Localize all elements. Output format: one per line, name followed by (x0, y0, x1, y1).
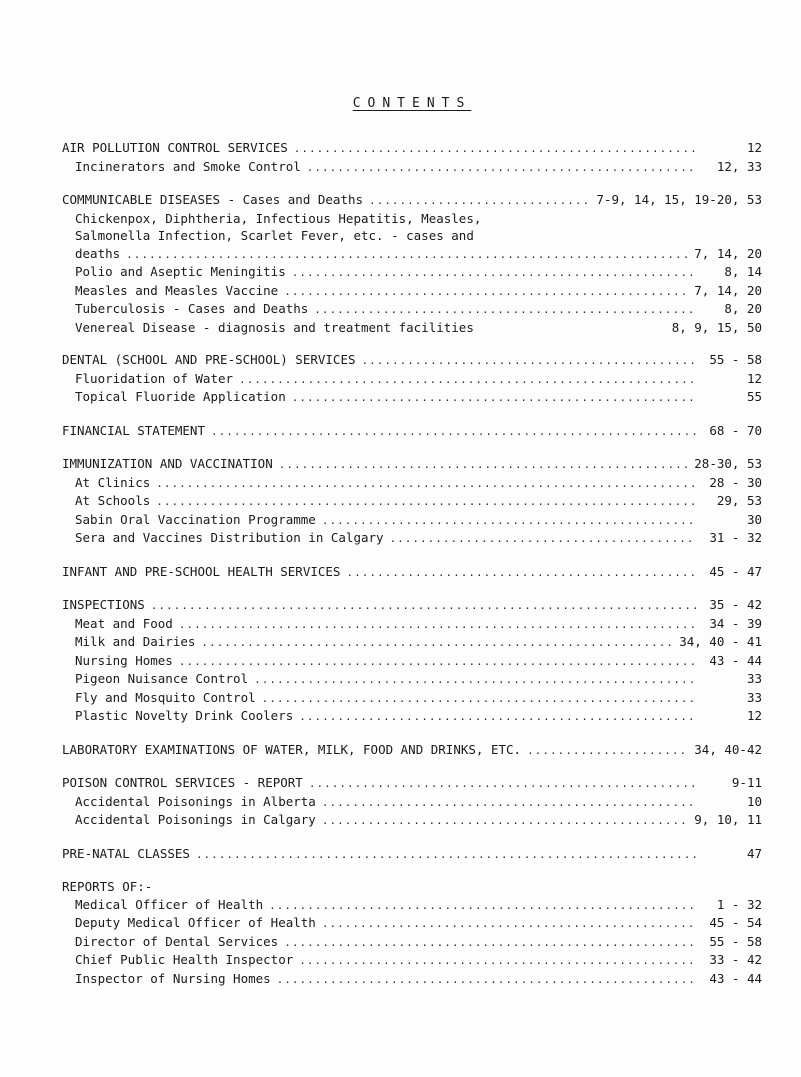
dot-leader (269, 897, 696, 915)
contents-entry-text: Measles and Measles Vaccine (75, 282, 279, 298)
section-heading (62, 878, 762, 896)
section-heading-text: AIR POLLUTION CONTROL SERVICES (62, 140, 288, 155)
contents-entry-text: Incinerators and Smoke Control (75, 158, 301, 174)
contents-entry-text: Sera and Vaccines Distribution in Calgary (75, 530, 384, 545)
contents-entry-pages: 12, 33 (716, 158, 762, 174)
section-heading-text: INSPECTIONS (62, 597, 145, 612)
dot-leader (277, 971, 696, 989)
contents-entry-pages: 55 - 58 (709, 933, 762, 949)
contents-entry-text: Salmonella Infection, Scarlet Fever, etc. - cases and (75, 228, 474, 243)
dot-leader (126, 246, 688, 264)
section-heading-text: PRE-NATAL CLASSES (62, 845, 190, 861)
contents-entry-pages: 8, 9, 15, 50 (671, 319, 762, 335)
section-heading-pages: 55 - 58 (709, 352, 762, 367)
dot-leader (179, 616, 696, 634)
contents-entry-text: Nursing Homes (75, 652, 173, 668)
contents-entry-text: Tuberculosis - Cases and Deaths (75, 301, 309, 316)
section-heading-text: POISON CONTROL SERVICES - REPORT (62, 775, 303, 790)
contents-entry (62, 370, 762, 389)
dot-leader (284, 283, 688, 301)
contents-entry (62, 263, 762, 282)
section-heading-pages: 9-11 (731, 775, 762, 790)
section-heading-pages: 47 (746, 845, 762, 861)
contents-entry-text: Milk and Dairies (75, 634, 196, 649)
dot-leader (179, 653, 696, 671)
contents-entry (62, 670, 762, 689)
dot-leader (262, 690, 696, 708)
contents-entry (62, 707, 762, 726)
dot-leader (527, 742, 688, 760)
dot-leader (390, 530, 696, 548)
dot-leader (292, 389, 696, 407)
contents-entry (62, 933, 762, 952)
contents-entry-pages: 33 (746, 689, 762, 705)
contents-entry-pages: 10 (746, 793, 762, 809)
section-heading-text: INFANT AND PRE-SCHOOL HEALTH SERVICES (62, 563, 341, 579)
contents-entry-pages: 43 - 44 (709, 970, 762, 986)
contents-entry (62, 793, 762, 812)
contents-entry-text: Medical Officer of Health (75, 896, 264, 912)
section-heading (62, 563, 762, 582)
contents-section (62, 455, 762, 548)
section-heading (62, 139, 762, 158)
page-title: CONTENTS (352, 96, 472, 111)
contents-entry-pages: 28 - 30 (709, 474, 762, 490)
contents-entry (62, 652, 762, 671)
section-heading-text: LABORATORY EXAMINATIONS OF WATER, MILK, FOOD AND DRINKS, ETC. (62, 741, 522, 757)
contents-entry-pages: 7, 14, 20 (694, 282, 762, 298)
section-heading (62, 191, 762, 210)
contents-entry-text: Deputy Medical Officer of Health (75, 915, 316, 930)
contents-entry (62, 300, 762, 319)
contents-entry-text: Fluoridation of Water (75, 370, 234, 386)
section-heading-text: FINANCIAL STATEMENT (62, 422, 205, 438)
contents-section (62, 139, 762, 176)
contents-entry-pages: 34, 40 - 41 (679, 634, 762, 649)
contents-entry-pages: 7, 14, 20 (694, 245, 762, 261)
section-heading-text: IMMUNIZATION AND VACCINATION (62, 456, 273, 471)
dot-leader (156, 475, 696, 493)
dot-leader (292, 264, 696, 282)
contents-entry (62, 689, 762, 708)
contents-entry (62, 319, 762, 337)
contents-section (62, 596, 762, 726)
contents-entry-pages: 31 - 32 (709, 530, 762, 545)
section-heading (62, 774, 762, 793)
dot-leader (346, 564, 696, 582)
contents-entry (62, 511, 762, 530)
section-heading-pages: 68 - 70 (709, 422, 762, 438)
contents-section (62, 741, 762, 760)
contents-entry-pages: 34 - 39 (709, 615, 762, 631)
contents-entry-text: Sabin Oral Vaccination Programme (75, 511, 316, 527)
section-heading-text: COMMUNICABLE DISEASES - Cases and Deaths (62, 192, 364, 207)
contents-entry-pages: 8, 20 (724, 301, 762, 316)
contents-entry (62, 282, 762, 301)
section-heading (62, 351, 762, 370)
dot-leader (196, 846, 696, 864)
contents-entry-pages: 8, 14 (724, 264, 762, 279)
contents-section (62, 422, 762, 441)
contents-entry-pages: 33 - 42 (709, 952, 762, 967)
section-heading (62, 845, 762, 864)
contents-entry-pages: 55 (746, 389, 762, 404)
contents-entry-text: Fly and Mosquito Control (75, 689, 256, 705)
section-heading (62, 596, 762, 615)
dot-leader (151, 597, 696, 615)
dot-leader (299, 708, 696, 726)
dot-leader (201, 634, 673, 652)
dot-leader (294, 140, 696, 158)
contents-entry-pages: 12 (746, 370, 762, 386)
contents-section (62, 845, 762, 864)
contents-entry (62, 970, 762, 989)
contents-section (62, 878, 762, 988)
contents-entry-pages: 9, 10, 11 (694, 812, 762, 827)
contents-section (62, 351, 762, 407)
dot-leader (309, 775, 696, 793)
contents-entry-text: Chief Public Health Inspector (75, 952, 294, 967)
contents-entry-text: Inspector of Nursing Homes (75, 970, 271, 986)
contents-entry-text: deaths (75, 245, 121, 261)
contents-entry-text: At Schools (75, 493, 151, 508)
section-heading-pages: 28-30, 53 (694, 456, 762, 471)
dot-leader (322, 512, 696, 530)
contents-entry-pages: 29, 53 (716, 493, 762, 508)
section-heading-pages: 7-9, 14, 15, 19-20, 53 (596, 192, 762, 207)
contents-entry-text: At Clinics (75, 474, 151, 490)
section-heading (62, 422, 762, 441)
contents-entry (62, 474, 762, 493)
contents-section (62, 191, 762, 336)
contents-entry (62, 158, 762, 177)
section-heading-pages: 34, 40-42 (694, 741, 762, 757)
contents-entry (62, 896, 762, 915)
contents-entry-text: Topical Fluoride Application (75, 389, 286, 404)
contents-entry-text: Polio and Aseptic Meningitis (75, 264, 286, 279)
contents-entry (62, 388, 762, 407)
contents-entry (62, 633, 762, 652)
dot-leader (322, 794, 696, 812)
section-heading-pages: 45 - 47 (709, 563, 762, 579)
contents-entry (62, 811, 762, 830)
contents-entry-pages: 1 - 32 (716, 896, 762, 912)
contents-entry (62, 914, 762, 933)
dot-leader (254, 671, 696, 689)
section-heading (62, 455, 762, 474)
section-heading-text: REPORTS OF:- (62, 879, 153, 894)
dot-leader (307, 159, 696, 177)
contents-entry-text: Accidental Poisonings in Alberta (75, 793, 316, 809)
contents-entry (62, 529, 762, 548)
contents-entry (62, 951, 762, 970)
contents-entry-pages: 33 (746, 671, 762, 686)
contents-entry (62, 210, 762, 228)
contents-entry-text: Plastic Novelty Drink Coolers (75, 708, 294, 723)
contents-entry-pages: 12 (746, 708, 762, 723)
section-heading (62, 741, 762, 760)
section-heading-pages: 12 (746, 140, 762, 155)
contents-entry-text: Pigeon Nuisance Control (75, 671, 249, 686)
dot-leader (156, 493, 696, 511)
contents-entry-text: Meat and Food (75, 615, 173, 631)
section-heading-pages: 35 - 42 (709, 597, 762, 612)
contents-entry (62, 492, 762, 511)
dot-leader (322, 915, 696, 933)
contents-entry (62, 227, 762, 245)
contents-entry-pages: 45 - 54 (709, 915, 762, 930)
dot-leader (284, 934, 696, 952)
contents-entry-text: Venereal Disease - diagnosis and treatment facilities (75, 319, 474, 335)
contents-section (62, 563, 762, 582)
dot-leader (362, 352, 697, 370)
contents-entry-text: Director of Dental Services (75, 933, 279, 949)
dot-leader (322, 812, 688, 830)
contents-entry-pages: 30 (746, 511, 762, 527)
contents-entry-text: Accidental Poisonings in Calgary (75, 812, 316, 827)
contents-entry (62, 245, 762, 264)
contents-page (62, 96, 762, 1003)
dot-leader (314, 301, 696, 319)
contents-section (62, 774, 762, 830)
dot-leader (369, 192, 590, 210)
dot-leader (239, 371, 696, 389)
contents-entry (62, 615, 762, 634)
contents-list (62, 139, 762, 988)
dot-leader (211, 423, 696, 441)
section-heading-text: DENTAL (SCHOOL AND PRE-SCHOOL) SERVICES (62, 352, 356, 367)
dot-leader (279, 456, 689, 474)
dot-leader (299, 952, 696, 970)
contents-entry-pages: 43 - 44 (709, 652, 762, 668)
contents-entry-text: Chickenpox, Diphtheria, Infectious Hepatitis, Measles, (75, 210, 482, 226)
